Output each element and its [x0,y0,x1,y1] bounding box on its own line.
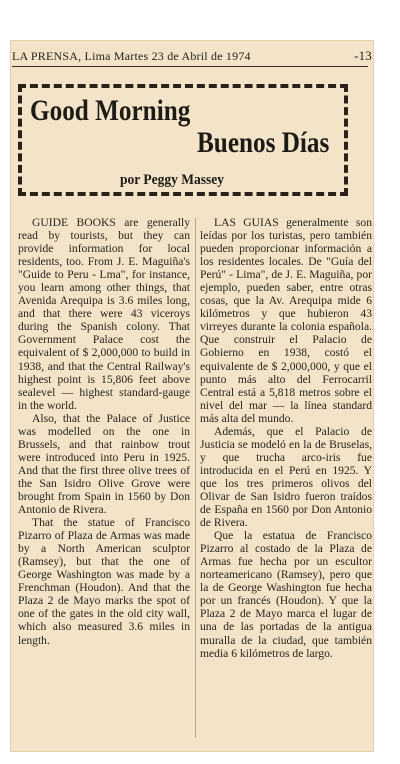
byline: por Peggy Massey [120,172,224,188]
paragraph: That the statue of Francisco Pizarro of Plaza de Armas was made by a North American sculptor (Ramsey), but that the one of George Washington was made by a Frenchman (Houdon). And that the Plaza 2 de Mayo marks the spot of one of the gates in the old city wall, which also measured 3.6 miles in length. [18,516,190,647]
column-spanish [200,216,372,660]
paragraph: Que la estatua de Francisco Pizarro al costado de la Plaza de Armas fue hecha por un escultor norteamericano (Ramsey), pero que la de George Washington fue hecha por un francés (Houdon). Y que la Plaza 2 de Mayo marca el lugar de una de las portadas de la antigua muralla de la ciudad, que también media 6 kilómetros de largo. [200,529,372,660]
masthead-line [12,48,372,64]
paragraph: Also, that the Palace of Justice was modelled on the one in Brussels, and that rainbow trout were introduced into Peru in 1925. And that the first three olive trees of the San Isidro Olive Grove were brought from Spain in 1560 by Don Antonio de Rivera. [18,411,190,517]
title-english: Good Morning [30,94,191,127]
header-rule [12,66,368,67]
page-number: -13 [354,48,372,63]
column-divider [195,218,196,738]
masthead: LA PRENSA, Lima Martes 23 de Abril de 1974 [12,49,251,63]
paragraph: LAS GUIAS generalmente son leídas por los turistas, pero también pueden proporcionar información a los residentes locales. De "Guía del Perú" - Lima", de J. E. Maguiña, por ejemplo, pueden saber, entre otras cosas, que la Av. Arequipa mide 6 kilómetros y que hubieron 43 virreyes durante la colonia española. Que construir el Palacio de Gobierno en 1938, costó el equivalente de $ 2,000,000, y que el punto más alto del Ferrocarril Central está a 5,818 metros sobre el nivel del mar — la línea standard más alta del mundo. [200,216,372,425]
paragraph: GUIDE BOOKS are generally read by tourists, but they can provide information for local residents, too. From J. E. Maguiña's "Guide to Peru - Lma", for instance, you learn among other things, that Avenida Arequipa is 3.6 miles long, and that there were 43 viceroys during the Spanish colony. That Government Palace cost the equivalent of $ 2,000,000 to build in 1938, and that the Central Railway's highest point is 15,806 feet above sealevel — highest standard-gauge in the world. [18,216,190,412]
column-english [18,216,190,647]
paragraph: Además, que el Palacio de Justicia se modeló en la de Bruselas, y que trucha arco-iris fue introducida en el Perú en 1925. Y que los tres primeros olivos del Olivar de San Isidro fueron traídos de España en 1560 por Don Antonio de Rivera. [200,424,372,530]
title-spanish: Buenos Días [197,126,330,159]
